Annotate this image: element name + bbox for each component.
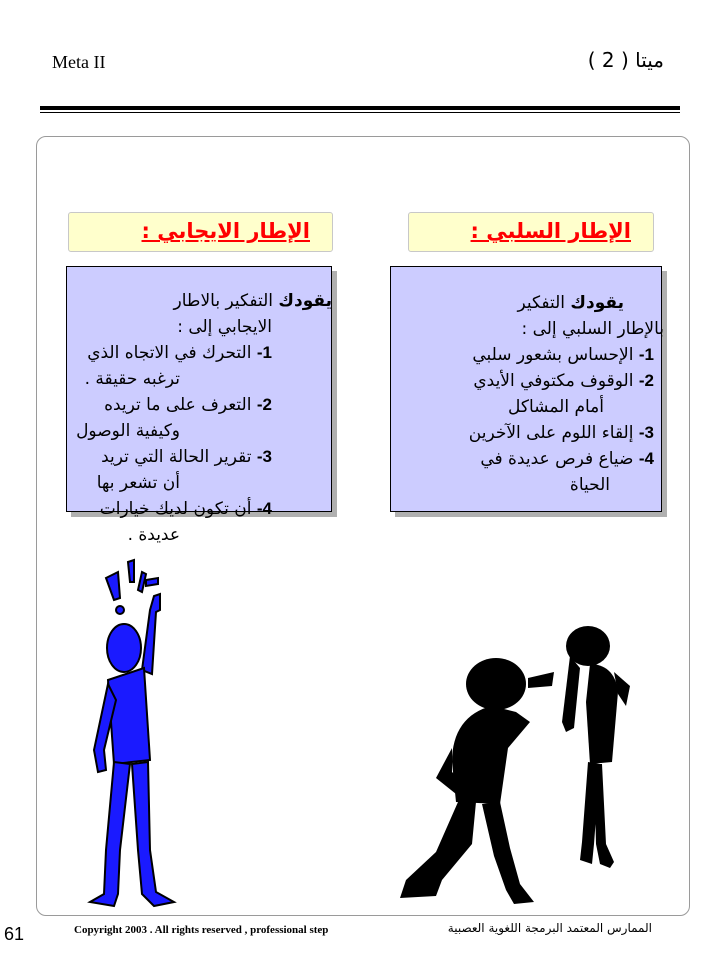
header-rule-thick — [40, 106, 680, 110]
negative-item: 4- ضياع فرص عديدة في الحياة — [480, 449, 654, 495]
positive-text — [76, 288, 332, 548]
page-number: 61 — [4, 924, 25, 944]
negative-item: 2- الوقوف مكتوفي الأيدي أمام المشاكل — [473, 371, 654, 417]
header-right-title: ميتا ( 2 ) — [587, 48, 664, 72]
positive-item: 2- التعرف على ما تريده وكيفية الوصول — [76, 395, 272, 441]
positive-intro-line2: الايجابي إلى : — [177, 317, 272, 337]
positive-intro-bold: يقودك — [278, 291, 332, 311]
positive-item: 4- أن تكون لديك خيارات عديدة . — [99, 499, 272, 545]
negative-item: 3- إلقاء اللوم على الآخرين — [468, 423, 654, 443]
header-left-title: Meta II — [52, 52, 106, 72]
happy-stick-figure-icon — [84, 550, 194, 915]
positive-item: 3- تقرير الحالة التي تريد أن تشعر بها — [96, 447, 272, 493]
negative-text — [469, 290, 664, 498]
negative-item: 1- الإحساس بشعور سلبي — [472, 345, 654, 365]
negative-intro-line2: بالإطار السلبي إلى : — [521, 319, 664, 339]
footer-copyright: Copyright 2003 . All rights reserved , professional step — [74, 924, 329, 936]
positive-intro — [76, 288, 332, 314]
negative-intro-line1: التفكير — [517, 293, 565, 313]
negative-intro — [469, 290, 664, 316]
positive-intro-line1: التفكير بالاطار — [173, 291, 273, 311]
positive-frame-title: الإطار الايجابي : — [68, 212, 333, 252]
positive-item: 1- التحرك في الاتجاه الذي ترغبه حقيقة . — [84, 343, 272, 389]
negative-frame-title: الإطار السلبي : — [408, 212, 654, 252]
negative-intro-bold: يقودك — [570, 293, 624, 313]
footer-arabic-title: الممارس المعتمد البرمجة اللغوية العصبية — [447, 921, 652, 935]
thinking-silhouette-icon — [396, 652, 556, 907]
sad-stick-figure-icon — [560, 612, 640, 874]
header-rule-thin — [40, 112, 680, 113]
